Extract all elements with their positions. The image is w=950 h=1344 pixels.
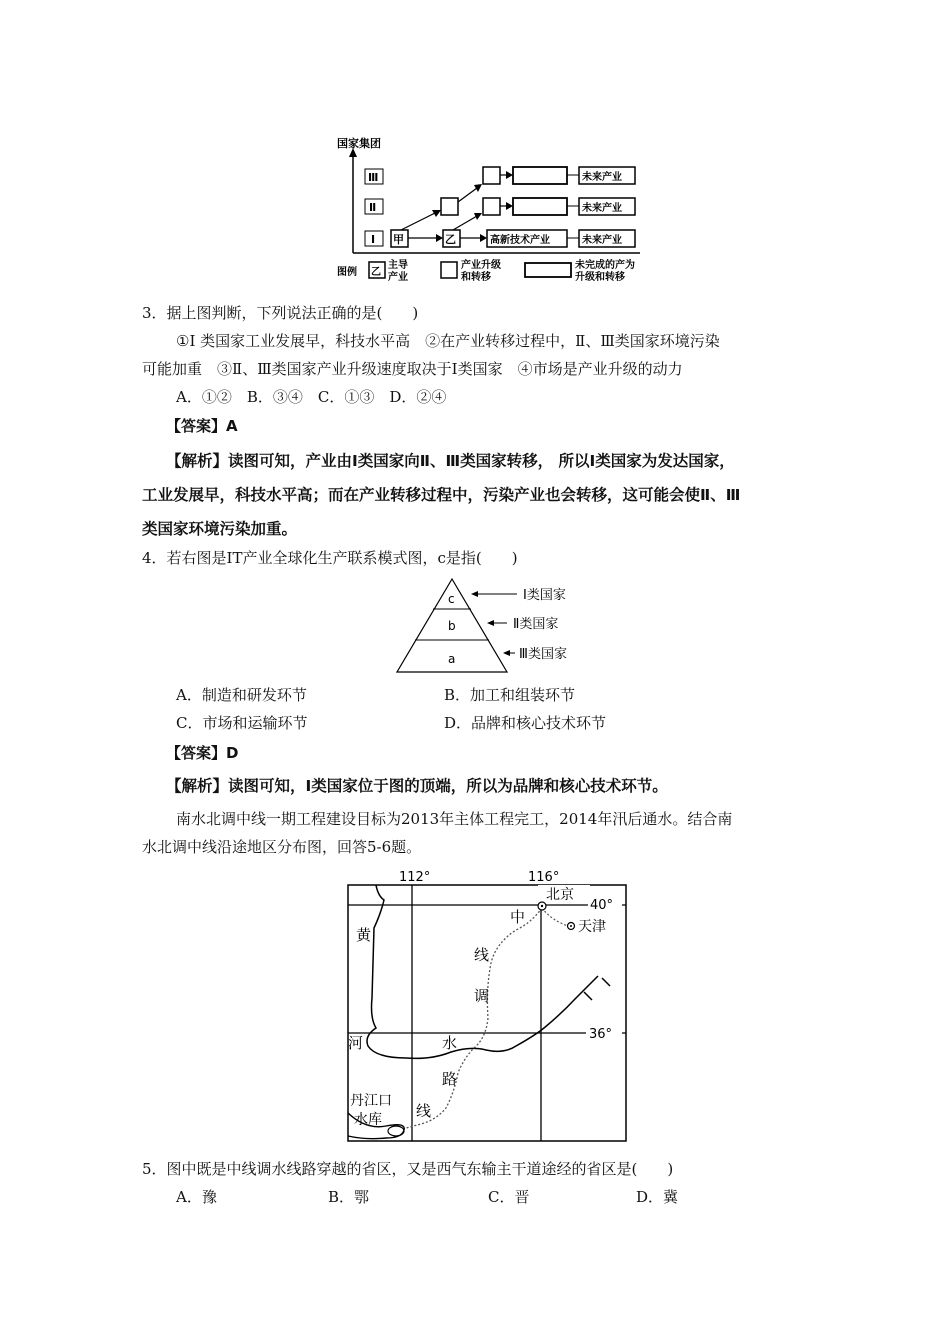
y-axis-label: 国家集团 bbox=[337, 137, 381, 150]
node-jia: 甲 bbox=[393, 233, 404, 246]
q3-stem: 3．据上图判断，下列说法正确的是( ) bbox=[142, 304, 419, 322]
q4-analysis: 【解析】读图可知，Ⅰ类国家位于图的顶端，所以为品牌和核心技术环节。 bbox=[166, 777, 668, 795]
route-char-6: 线 bbox=[416, 1102, 432, 1120]
hightech-label: 高新技术产业 bbox=[490, 235, 550, 246]
industry-transfer-diagram bbox=[335, 135, 655, 290]
q3-analysis-line2: 工业发展早，科技水平高；而在产业转移过程中，污染产业也会转移，这可能会使Ⅱ、Ⅲ bbox=[142, 486, 741, 504]
legend-unfinished-2: 升级和转移 bbox=[575, 272, 625, 283]
route-char-1: 中 bbox=[510, 908, 526, 926]
q5-stem: 5．图中既是中线调水线路穿越的省区，又是西气东输主干道途经的省区是( ) bbox=[142, 1160, 674, 1178]
future-industry-2: 未来产业 bbox=[582, 203, 622, 214]
q4-option-c: C．市场和运输环节 bbox=[176, 714, 308, 732]
q3-choices: A．①② B．③④ C．①③ D．②④ bbox=[176, 388, 447, 406]
legend-upgrade-1: 产业升级 bbox=[461, 260, 501, 271]
legend-title: 图例 bbox=[337, 267, 357, 278]
legend-main-1: 主导 bbox=[388, 260, 408, 271]
lon-116-label: 116° bbox=[528, 870, 560, 885]
lat-40-label: 40° bbox=[590, 898, 614, 913]
route-char-5: 路 bbox=[442, 1070, 458, 1088]
legend-upgrade-2: 和转移 bbox=[461, 272, 491, 283]
row-label-2: Ⅱ bbox=[369, 201, 377, 214]
q3-analysis-line3: 类国家环境污染加重。 bbox=[142, 520, 298, 538]
lon-112-label: 112° bbox=[399, 870, 431, 885]
lat-36-label: 36° bbox=[589, 1027, 613, 1042]
q3-answer: 【答案】A bbox=[166, 417, 238, 435]
river-char-2: 河 bbox=[348, 1034, 364, 1052]
pyramid-bottom-label: a bbox=[448, 652, 456, 666]
reservoir-label-2: 水库 bbox=[354, 1112, 382, 1128]
legend-icon: 乙 bbox=[371, 267, 381, 278]
legend-unfinished-1: 未完成的产为 bbox=[575, 260, 635, 271]
route-char-3: 调 bbox=[474, 987, 490, 1005]
legend-main-2: 产业 bbox=[388, 272, 408, 283]
q5-option-a: A．豫 bbox=[176, 1188, 217, 1206]
route-char-4: 水 bbox=[442, 1034, 458, 1052]
passage-line1: 南水北调中线一期工程建设目标为2013年主体工程完工，2014年汛后通水。结合南 bbox=[176, 810, 733, 828]
q5-option-b: B．鄂 bbox=[328, 1188, 370, 1206]
pyramid-level2-label: Ⅱ类国家 bbox=[513, 617, 559, 632]
q5-option-c: C．晋 bbox=[488, 1188, 530, 1206]
row-label-1: Ⅰ bbox=[371, 233, 376, 246]
q4-option-b: B．加工和组装环节 bbox=[444, 686, 576, 704]
pyramid-top-label: c bbox=[448, 592, 455, 606]
route-char-2: 线 bbox=[474, 946, 490, 964]
south-north-water-map bbox=[346, 868, 631, 1143]
pyramid-level1-label: Ⅰ类国家 bbox=[523, 588, 566, 603]
pyramid-level3-label: Ⅲ类国家 bbox=[519, 647, 567, 662]
pyramid-diagram bbox=[395, 577, 620, 677]
future-industry-3: 未来产业 bbox=[582, 172, 622, 183]
q3-analysis-line1: 【解析】读图可知，产业由Ⅰ类国家向Ⅱ、Ⅲ类国家转移， 所以Ⅰ类国家为发达国家， bbox=[166, 452, 735, 470]
river-char-1: 黄 bbox=[356, 926, 372, 944]
beijing-label: 北京 bbox=[546, 887, 574, 903]
tianjin-label: 天津 bbox=[578, 919, 606, 935]
q3-options-line1: ①Ⅰ 类国家工业发展早，科技水平高 ②在产业转移过程中，Ⅱ、Ⅲ类国家环境污染 bbox=[176, 332, 720, 350]
q4-option-d: D．品牌和核心技术环节 bbox=[444, 714, 607, 732]
reservoir-label-1: 丹江口 bbox=[350, 1093, 392, 1109]
q4-option-a: A．制造和研发环节 bbox=[176, 686, 307, 704]
q3-options-line2: 可能加重 ③Ⅱ、Ⅲ类国家产业升级速度取决于Ⅰ类国家 ④市场是产业升级的动力 bbox=[142, 360, 683, 378]
q4-stem: 4．若右图是IT产业全球化生产联系模式图，c是指( ) bbox=[142, 549, 518, 567]
q5-option-d: D．冀 bbox=[636, 1188, 679, 1206]
passage-line2: 水北调中线沿途地区分布图，回答5-6题。 bbox=[142, 838, 422, 856]
node-yi: 乙 bbox=[445, 233, 456, 246]
row-label-3: Ⅲ bbox=[368, 171, 379, 184]
future-industry-1: 未来产业 bbox=[582, 235, 622, 246]
q4-answer: 【答案】D bbox=[166, 744, 239, 762]
pyramid-mid-label: b bbox=[448, 619, 456, 633]
